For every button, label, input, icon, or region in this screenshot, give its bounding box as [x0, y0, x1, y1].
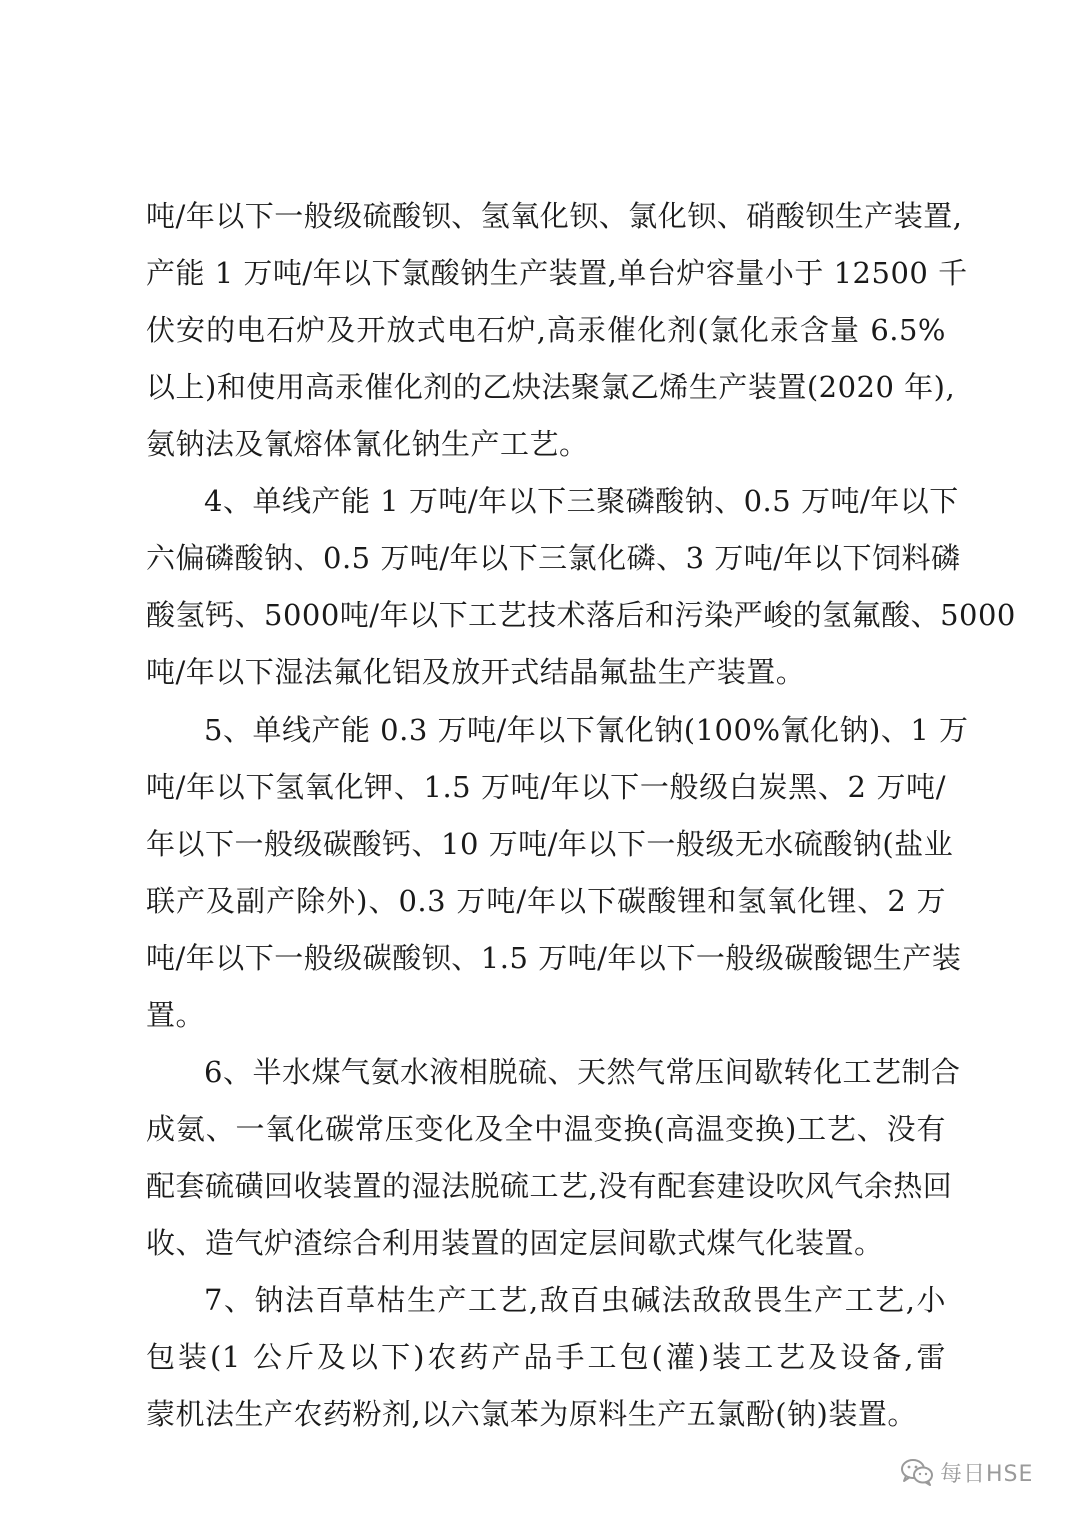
text-line: 吨/年以下一般级硫酸钡、氢氧化钡、氯化钡、硝酸钡生产装置, — [146, 199, 963, 233]
text-line: 5、单线产能 0.3 万吨/年以下氰化钠(100%氰化钠)、1 万 — [204, 713, 969, 747]
watermark — [900, 1457, 1033, 1487]
text-line: 六偏磷酸钠、0.5 万吨/年以下三氯化磷、3 万吨/年以下饲料磷 — [146, 541, 961, 575]
text-line: 产能 1 万吨/年以下氯酸钠生产装置,单台炉容量小于 12500 千 — [146, 256, 968, 290]
text-line: 配套硫磺回收装置的湿法脱硫工艺,没有配套建设吹风气余热回 — [146, 1169, 953, 1203]
text-line: 酸氢钙、5000吨/年以下工艺技术落后和污染严峻的氢氟酸、5000 — [146, 598, 1016, 632]
text-line: 置。 — [146, 998, 206, 1032]
text-line: 包装(1 公斤及以下)农药产品手工包(灌)装工艺及设备,雷 — [146, 1340, 946, 1374]
text-line: 年以下一般级碳酸钙、10 万吨/年以下一般级无水硫酸钠(盐业 — [146, 827, 954, 861]
text-line: 吨/年以下氢氧化钾、1.5 万吨/年以下一般级白炭黑、2 万吨/ — [146, 770, 946, 804]
text-line: 伏安的电石炉及开放式电石炉,高汞催化剂(氯化汞含量 6.5% — [146, 313, 946, 347]
text-line: 4、单线产能 1 万吨/年以下三聚磷酸钠、0.5 万吨/年以下 — [204, 484, 959, 518]
text-line: 收、造气炉渣综合利用装置的固定层间歇式煤气化装置。 — [146, 1226, 884, 1260]
text-line: 7、钠法百草枯生产工艺,敌百虫碱法敌敌畏生产工艺,小 — [204, 1283, 946, 1317]
text-line: 蒙机法生产农药粉剂,以六氯苯为原料生产五氯酚(钠)装置。 — [146, 1397, 917, 1431]
text-line: 吨/年以下一般级碳酸钡、1.5 万吨/年以下一般级碳酸锶生产装 — [146, 941, 962, 975]
text-line: 成氨、一氧化碳常压变化及全中温变换(高温变换)工艺、没有 — [146, 1112, 946, 1146]
watermark-text: 每日HSE — [940, 1461, 1034, 1487]
text-line: 联产及副产除外)、0.3 万吨/年以下碳酸锂和氢氧化锂、2 万 — [146, 884, 946, 918]
text-line: 氨钠法及氰熔体氰化钠生产工艺。 — [146, 427, 589, 461]
wechat-icon — [900, 1458, 934, 1486]
text-line: 以上)和使用高汞催化剂的乙炔法聚氯乙烯生产装置(2020 年), — [146, 370, 956, 404]
text-line: 6、半水煤气氨水液相脱硫、天然气常压间歇转化工艺制合 — [204, 1055, 961, 1089]
text-line: 吨/年以下湿法氟化铝及放开式结晶氟盐生产装置。 — [146, 655, 806, 689]
